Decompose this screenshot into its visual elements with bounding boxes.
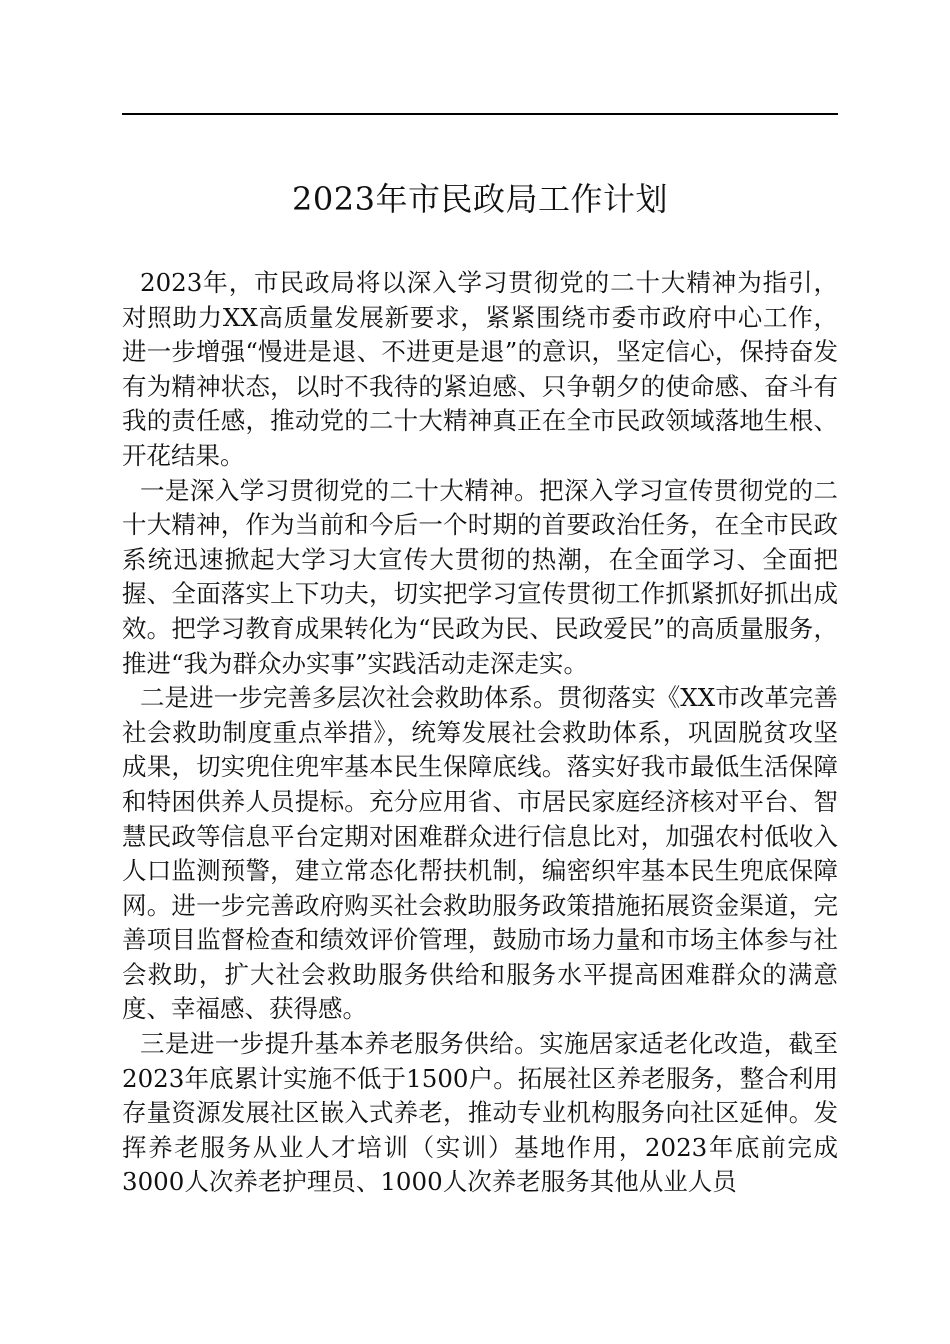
document-title: 2023年市民政局工作计划: [292, 180, 668, 218]
intro-paragraph: 2023年，市民政局将以深入学习贯彻党的二十大精神为指引，对照助力XX高质量发展新要求，紧紧围绕市委市政府中心工作，进一步增强“慢进是退、不进更是退”的意识，坚定信心，保持奋发有为精神状态，以时不我待的紧迫感、只争朝夕的使命感、奋斗有我的责任感，推动党的二十大精神真正在全市民政领域落地生根、开花结果。: [122, 268, 838, 470]
header-rule: [122, 113, 838, 115]
document-body: [122, 266, 838, 1200]
section-1-paragraph: 一是深入学习贯彻党的二十大精神。把深入学习宣传贯彻党的二十大精神，作为当前和今后一个时期的首要政治任务，在全市民政系统迅速掀起大学习大宣传大贯彻的热潮，在全面学习、全面把握、全面落实上下功夫，切实把学习宣传贯彻工作抓紧抓好抓出成效。把学习教育成果转化为“民政为民、民政爱民”的高质量服务，推进“我为群众办实事”实践活动走深走实。: [122, 475, 838, 678]
section-2-paragraph: 二是进一步完善多层次社会救助体系。贯彻落实《XX市改革完善社会救助制度重点举措》，统筹发展社会救助体系，巩固脱贫攻坚成果，切实兜住兜牢基本民生保障底线。落实好我市最低生活保障和特困供养人员提标。充分应用省、市居民家庭经济核对平台、智慧民政等信息平台定期对困难群众进行信息比对，加强农村低收入人口监测预警，建立常态化帮扶机制，编密织牢基本民生兜底保障网。进一步完善政府购买社会救助服务政策措施拓展资金渠道，完善项目监督检查和绩效评价管理，鼓励市场力量和市场主体参与社会救助，扩大社会救助服务供给和服务水平提高困难群众的满意度、幸福感、获得感。: [122, 683, 838, 1024]
section-3-paragraph: 三是进一步提升基本养老服务供给。实施居家适老化改造，截至2023年底累计实施不低于1500户。拓展社区养老服务，整合利用存量资源发展社区嵌入式养老，推动专业机构服务向社区延伸。发挥养老服务从业人才培训（实训）基地作用，2023年底前完成3000人次养老护理员、1000人次养老服务其他从业人员: [122, 1029, 838, 1197]
